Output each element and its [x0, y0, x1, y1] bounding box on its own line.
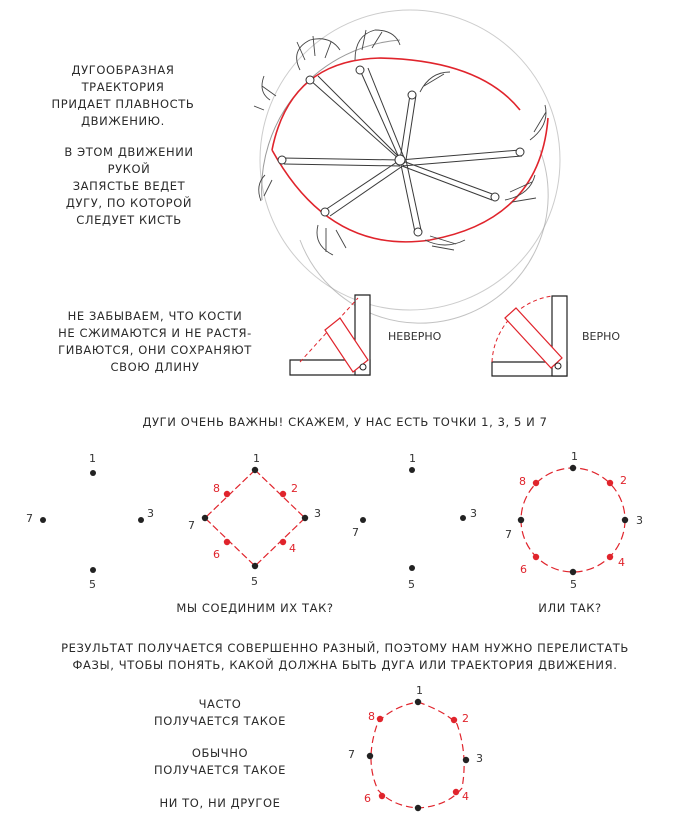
- caption-line: ОБЫЧНО: [191, 746, 249, 760]
- wrist-line: ДУГУ, ПО КОТОРОЙ: [65, 196, 193, 210]
- label-4: 4: [289, 542, 296, 555]
- label-3: 3: [636, 514, 643, 527]
- result-line: ФАЗЫ, ЧТОБЫ ПОНЯТЬ, КАКОЙ ДОЛЖНА БЫТЬ ДУГА ИЛИ ТРАЕКТОРИЯ ДВИЖЕНИЯ.: [72, 658, 618, 672]
- label-7: 7: [505, 528, 512, 541]
- label-5: 5: [251, 575, 258, 588]
- diagram-points-only: [40, 470, 144, 573]
- wrist-line: СЛЕДУЕТ КИСТЬ: [76, 213, 182, 227]
- label-7: 7: [352, 526, 359, 539]
- label-7: 7: [348, 748, 355, 761]
- diagram-circle: [518, 465, 628, 575]
- point-1: [90, 470, 96, 476]
- label-2: 2: [291, 482, 298, 495]
- bones-line: НЕ СЖИМАЮТСЯ И НЕ РАСТЯ-: [58, 326, 252, 340]
- label-6: 6: [213, 548, 220, 561]
- right-label: ВЕРНО: [582, 330, 621, 343]
- label-1: 1: [89, 452, 96, 465]
- label-8: 8: [519, 475, 526, 488]
- label-5: 5: [408, 578, 415, 591]
- label-4: 4: [462, 790, 469, 803]
- wrong-label: НЕВЕРНО: [388, 330, 442, 343]
- wrist-line: ЗАПЯСТЬЕ ВЕДЕТ: [72, 179, 186, 193]
- label-3: 3: [314, 507, 321, 520]
- arc-intro-line: ПРИДАЕТ ПЛАВНОСТЬ: [51, 97, 195, 111]
- result-text: [45, 640, 645, 674]
- label-2: 2: [620, 474, 627, 487]
- label-7: 7: [26, 512, 33, 525]
- caption-often: [150, 696, 290, 730]
- caption-line: ЧАСТО: [198, 697, 242, 711]
- label-1: 1: [253, 452, 260, 465]
- label-1: 1: [571, 450, 578, 463]
- wrist-line: В ЭТОМ ДВИЖЕНИИ РУКОЙ: [64, 145, 194, 176]
- label-3: 3: [147, 507, 154, 520]
- result-line: РЕЗУЛЬТАТ ПОЛУЧАЕТСЯ СОВЕРШЕННО РАЗНЫЙ, ПОЭТОМУ НАМ НУЖНО ПЕРЕЛИСТАТЬ: [61, 641, 629, 655]
- label-5: 5: [570, 578, 577, 591]
- label-5: 5: [89, 578, 96, 591]
- question-circle: ИЛИ ТАК?: [538, 601, 602, 615]
- arc-intro-line: ДВИЖЕНИЮ.: [81, 114, 165, 128]
- label-3: 3: [476, 752, 483, 765]
- label-4: 4: [618, 556, 625, 569]
- question-diamond: МЫ СОЕДИНИМ ИХ ТАК?: [176, 601, 334, 615]
- bones-line: ГИВАЮТСЯ, ОНИ СОХРАНЯЮТ: [58, 343, 252, 357]
- label-1: 1: [416, 684, 423, 697]
- arcs-heading: ДУГИ ОЧЕНЬ ВАЖНЫ! СКАЖЕМ, У НАС ЕСТЬ ТОЧКИ 1, 3, 5 И 7: [142, 415, 548, 429]
- arc-intro-line: ДУГООБРАЗНАЯ: [71, 63, 175, 77]
- label-2: 2: [462, 712, 469, 725]
- label-1: 1: [409, 452, 416, 465]
- label-3: 3: [470, 507, 477, 520]
- point-7: [40, 517, 46, 523]
- point-5: [90, 567, 96, 573]
- caption-neither: НИ ТО, НИ ДРУГОЕ: [159, 796, 281, 810]
- bones-line: СВОЮ ДЛИНУ: [110, 360, 200, 374]
- diagram-bottom: [367, 699, 469, 811]
- arc-intro-line: ТРАЕКТОРИЯ: [81, 80, 165, 94]
- caption-line: ПОЛУЧАЕТСЯ ТАКОЕ: [153, 714, 287, 728]
- caption-line: ПОЛУЧАЕТСЯ ТАКОЕ: [153, 763, 287, 777]
- bones-line: НЕ ЗАБЫВАЕМ, ЧТО КОСТИ: [67, 309, 243, 323]
- label-6: 6: [520, 563, 527, 576]
- label-8: 8: [368, 710, 375, 723]
- label-7: 7: [188, 519, 195, 532]
- diagram-points-only-2: [360, 467, 466, 571]
- label-8: 8: [213, 482, 220, 495]
- label-6: 6: [364, 792, 371, 805]
- caption-usually: [150, 745, 290, 779]
- point-3: [138, 517, 144, 523]
